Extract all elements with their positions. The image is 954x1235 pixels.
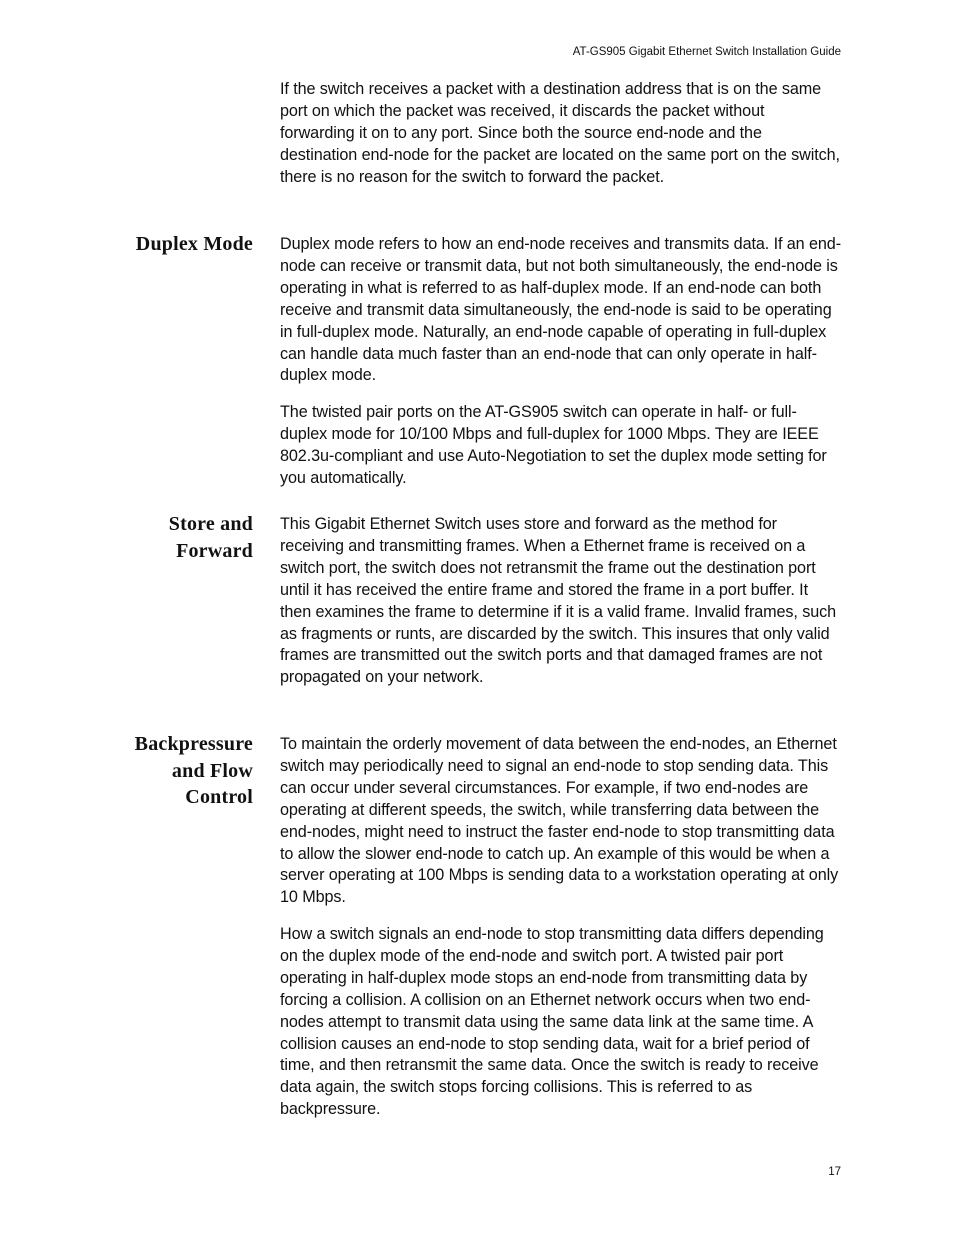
backpressure-heading-line-2: and Flow (171, 759, 253, 782)
page-number: 17 (828, 1166, 841, 1178)
duplex-mode-heading-line: Duplex Mode (135, 233, 253, 255)
duplex-mode-heading (83, 231, 253, 258)
backpressure-heading-line-1: Backpressure (134, 733, 253, 755)
intro-paragraph: If the switch receives a packet with a destination address that is on the same port on which the packet was received, it discards the packet without forwarding it on to any port. Since both the source end-node and the destination end-node for the packet are located on the same port on the switch, there is no reason for the switch to forward the packet. (280, 80, 840, 186)
backpressure-paragraph-1: To maintain the orderly movement of data between the end-nodes, an Ethernet switch may periodically need to signal an end-node to stop sending data. This can occur under several circumstances. For example, if two end-nodes are operating at different speeds, the switch, while transferring data between the end-nodes, might need to instruct the faster end-node to stop transmitting data to allow the slower end-node to catch up. An example of this would be when a server operating at 100 Mbps is sending data to a workstation operating at only 10 Mbps. (280, 735, 839, 907)
running-header: AT-GS905 Gigabit Ethernet Switch Installation Guide (572, 46, 841, 58)
duplex-mode-paragraph-2: The twisted pair ports on the AT-GS905 switch can operate in half- or full-duplex mode for 10/100 Mbps and full-duplex for 1000 Mbps. They are IEEE 802.3u-compliant and use Auto-Negotiation to set the duplex mode setting for you automatically. (280, 403, 827, 487)
backpressure-heading-line-3: Control (185, 786, 253, 808)
duplex-mode-paragraph-1: Duplex mode refers to how an end-node receives and transmits data. If an end-node can receive or transmit data, but not both simultaneously, the end-node is operating in what is referred to as half-duplex mode. If an end-node can both receive and transmit data simultaneously, the end-node is said to be operating in full-duplex mode. Naturally, an end-node capable of operating in full-duplex can handle data much faster than an end-node that can only operate in half-duplex mode. (280, 235, 841, 385)
backpressure-paragraph-2: How a switch signals an end-node to stop transmitting data differs depending on the duplex mode of the end-node and switch port. A twisted pair port operating in half-duplex mode stops an end-node from transmitting data by forcing a collision. A collision on an Ethernet network occurs when two end-nodes attempt to transmit data using the same data link at the same time. A collision causes an end-node to stop sending data, wait for a brief period of time, and then retransmit the same data. Once the switch is ready to receive data again, the switch stops forcing collisions. This is referred to as backpressure. (280, 925, 824, 1119)
store-and-forward-heading-line-1: Store and (168, 513, 253, 535)
store-and-forward-heading (83, 511, 253, 564)
backpressure-heading (83, 731, 253, 811)
store-and-forward-paragraph: This Gigabit Ethernet Switch uses store and forward as the method for receiving and transmitting frames. When a Ethernet frame is received on a switch port, the switch does not retransmit the frame out the destination port until it has received the entire frame and stored the frame in a port buffer. It then examines the frame to determine if it is a valid frame. Invalid frames, such as fragments or runts, are discarded by the switch. This insures that only valid frames are transmitted out the switch ports and that damaged frames are not propagated on your network. (280, 515, 837, 687)
store-and-forward-heading-line-2: Forward (176, 539, 253, 562)
